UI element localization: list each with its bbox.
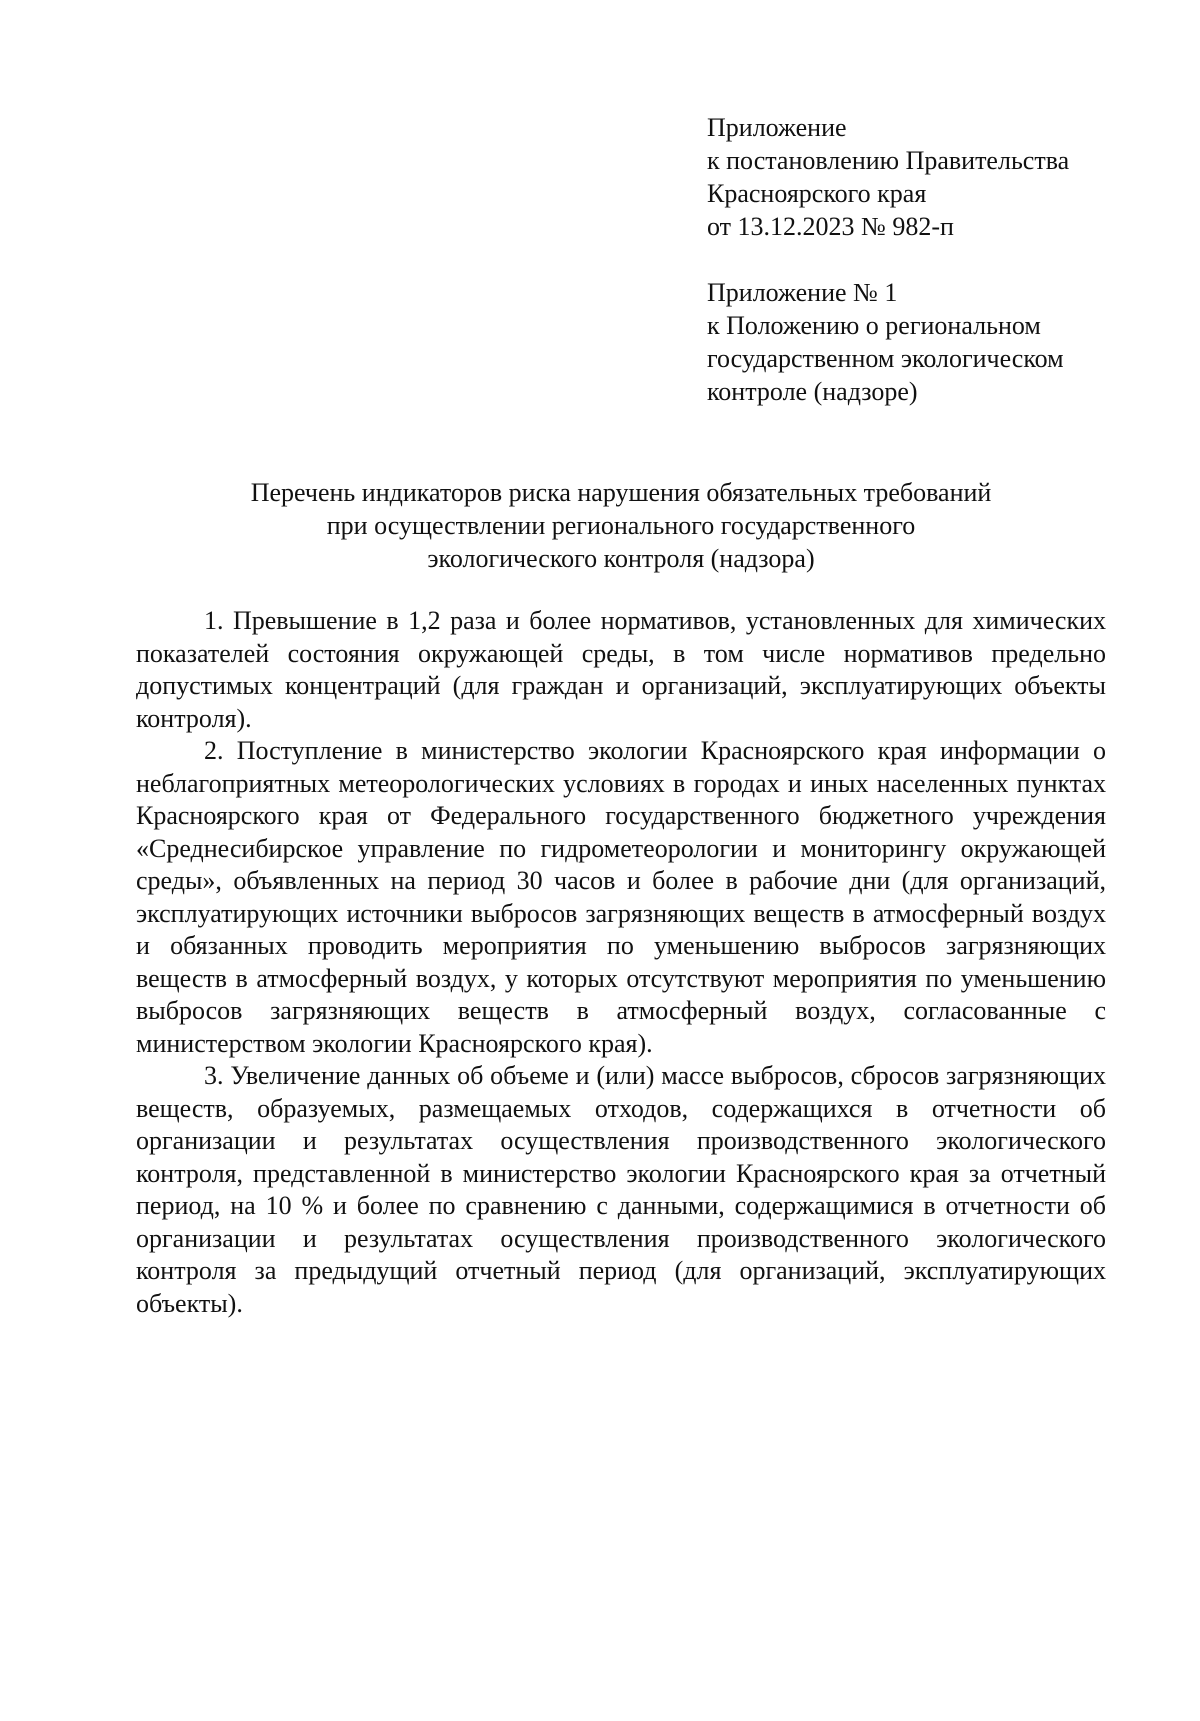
- risk-indicator-item-2: 2. Поступление в министерство экологии Красноярского края информации о неблагоприятных метеорологических условиях в городах и иных населенных пунктах Красноярского края от Федерального государственного бюджетного учреждения «Среднесибирское управление по гидрометеорологии и мониторингу окружающей среды», объявленных на период 30 часов и более в рабочие дни (для организаций, эксплуатирующих источники выбросов загрязняющих веществ в атмосферный воздух и обязанных проводить мероприятия по уменьшению выбросов загрязняющих веществ в атмосферный воздух, у которых отсутствуют мероприятия по уменьшению выбросов загрязняющих веществ в атмосферный воздух, согласованные с министерством экологии Красноярского края).: [136, 736, 1106, 1058]
- document-body: [136, 605, 1106, 1320]
- regulation-header-line: контроле (надзоре): [707, 377, 918, 406]
- appendix-header-line: Красноярского края: [707, 179, 927, 208]
- regulation-appendix-header: [707, 276, 1147, 408]
- title-line: Перечень индикаторов риска нарушения обязательных требований: [250, 478, 992, 507]
- appendix-header: [707, 111, 1147, 243]
- regulation-header-line: государственном экологическом: [707, 344, 1064, 373]
- title-line: при осуществлении регионального государственного: [326, 511, 916, 540]
- appendix-header-line: от 13.12.2023 № 982-п: [707, 212, 954, 241]
- document-title: [136, 476, 1106, 575]
- regulation-header-line: Приложение № 1: [707, 278, 898, 307]
- risk-indicator-item-3: 3. Увеличение данных об объеме и (или) массе выбросов, сбросов загрязняющих веществ, образуемых, размещаемых отходов, содержащихся в отчетности об организации и результатах осуществления производственного экологического контроля, представленной в министерство экологии Красноярского края за отчетный период, на 10 % и более по сравнению с данными, содержащимися в отчетности об организации и результатах осуществления производственного экологического контроля за предыдущий отчетный период (для организаций, эксплуатирующих объекты).: [136, 1061, 1106, 1318]
- regulation-header-line: к Положению о региональном: [707, 311, 1041, 340]
- appendix-header-line: Приложение: [707, 113, 847, 142]
- title-line: экологического контроля (надзора): [427, 544, 815, 573]
- risk-indicator-item-1: 1. Превышение в 1,2 раза и более нормативов, установленных для химических показателей состояния окружающей среды, в том числе нормативов предельно допустимых концентраций (для граждан и организаций, эксплуатирующих объекты контроля).: [136, 606, 1106, 733]
- appendix-header-line: к постановлению Правительства: [707, 146, 1070, 175]
